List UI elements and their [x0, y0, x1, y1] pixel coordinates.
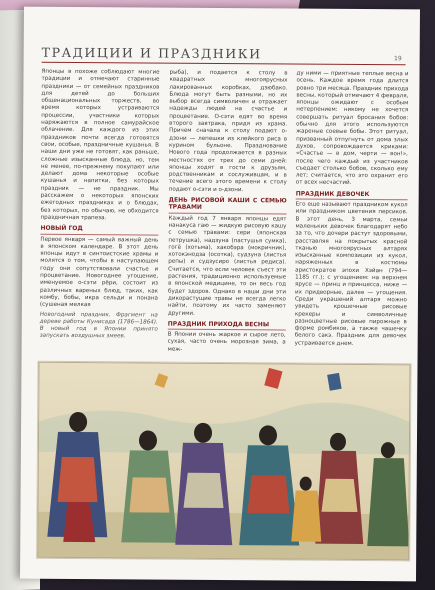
column-1	[40, 69, 160, 344]
page-title: ТРАДИЦИИ И ПРАЗДНИКИ	[41, 44, 262, 62]
osechi-paragraph: рыба), и подается к столу в квадратных многоярусных лакированных коробках, дзюбако. Блюда могут быть разными, но их выбор всегда символичен и отражает надежды людей на счастье и процветание. О-сэти едят во время второго завтрака, придя из храма. Причем сначала к столу подают о-дзони — лепешки из клейкого риса в курином бульоне. Празднование Нового года продолжается в разных местностях от трех до семи дней: японцы ходят в гости к друзьям, родственникам и сослуживцам, и в течение всего этого времени к столу подают о-сэти и о-дзони.	[168, 69, 288, 193]
setsubun-paragraph: ду ними — приятные теплые весна и осень. Каждое время года длится ровно три месяца. Праздник прихода весны, который отмечают 4 февраля, японцы ожидают с особым нетерпением: никому не хочется совершать ритуал бросания бобов: обычно для этого используются жареные соевые бобы. Этот ритуал, призванный отпугнуть от дома злых духов, сопровождается криками: «Счастье — в дом, черти — вон!», после чего каждый из участников съедает столько бобов, сколько ему лет; считается, что это охранит его от всех несчастий.	[295, 70, 409, 187]
book-page	[20, 7, 420, 582]
page-number: 19	[393, 55, 402, 63]
column-2	[168, 70, 288, 357]
image-caption: Новогодний праздник. Фрагмент на дереве работы Кунисада (1786—1864). В новый год в Японии принято запускать воздушных змеев.	[39, 311, 158, 340]
heading-girls-day: ПРАЗДНИК ДЕВОЧЕК	[296, 190, 408, 200]
heading-spring: ПРАЗДНИК ПРИХОДА ВЕСНЫ	[168, 320, 286, 330]
heading-seven-herbs: ДЕНЬ РИСОВОЙ КАШИ С СЕМЬЮ ТРАВАМИ	[169, 197, 287, 214]
intro-paragraph: Японцы в похоже соблюдают многие традиции и отмечают старинные праздники — от семейных праздников для детей до больших общенациональных торжеств, во время которых устраиваются процессии, участники которых наряжаются в полное самурайское облачение. Для каждого из этих праздников почти всегда готовятся свои, особые, праздничные кушанья. В наши дни уже не готовят, как раньше, сложные изысканные блюда, но, тем не менее, по-прежнему покупают или делают дома некоторые особые кушанья и напитки, без которых праздник — не праздник. Мы расскажем о некоторых японских ежегодных праздниках и о блюдах, без которых, по обычаю, не обходится праздничная трапеза.	[40, 68, 160, 222]
woodblock-print-illustration	[37, 362, 410, 561]
column-3	[295, 71, 409, 351]
woodblock-print-image	[36, 361, 411, 562]
spring-paragraph: В Японии очень жаркое и сырое лето, сухая, часто очень морозная зима, а меж-	[167, 331, 286, 353]
new-year-paragraph: Первое января — самый важный день в японском календаре. В этот день японцы идут в синтоистские храмы и молятся о том, чтобы в наступающем году они сопутствовали счастье и процветание. Новогоднее угощение, именуемое о-сэти рёри, состоит из различных вареных блюд, таких, как комбу, бобы, икра сельди и понана (сушеная мелкая	[39, 236, 159, 309]
girls-day-paragraph: Его еще называют праздником кукол или праздником цветения персиков. В этот день, 3 марта, семьи маленьких девочек благодарят небо за то, что дочери растут здоровыми, расставляя на покрытых красной тканью многоярусных алтарях изысканные композиции из кукол, наряженных в костюмы аристократов эпохи Хэйан (794—1185 гг.); с угощением: на верхнем ярусе — принц и принцесса, ниже — их придворные, далее — угощения. Среди украшений алтаря можно увидеть крошечные рисовые крекеры и символичные разноцветные рисовые пирожные в форме ромбиков, а также чашечку белого сакэ. Праздник для девочек устраивается днем.	[294, 201, 408, 347]
heading-new-year: НОВЫЙ ГОД	[40, 225, 158, 235]
title-rule	[42, 62, 406, 65]
seven-herbs-paragraph: Каждый год 7 января японцы едят нанакуса гаю — жидкую рисовую кашу с семью травами: сери (японская петрушка), надзуна (пастушья сумка), гогё (хотьма), хакобэра (мокричник), хотокэнодза (осотка), судзуна (листья репы) и судзусиро (листья редиса). Считается, что если человек съест эти растения, традиционно используемые в японской медицине, то он весь год будет здоров. Однако в наши дни эти дикорастущие травы не всегда легко найти, поэтому их часто заменяют другими.	[167, 215, 287, 317]
